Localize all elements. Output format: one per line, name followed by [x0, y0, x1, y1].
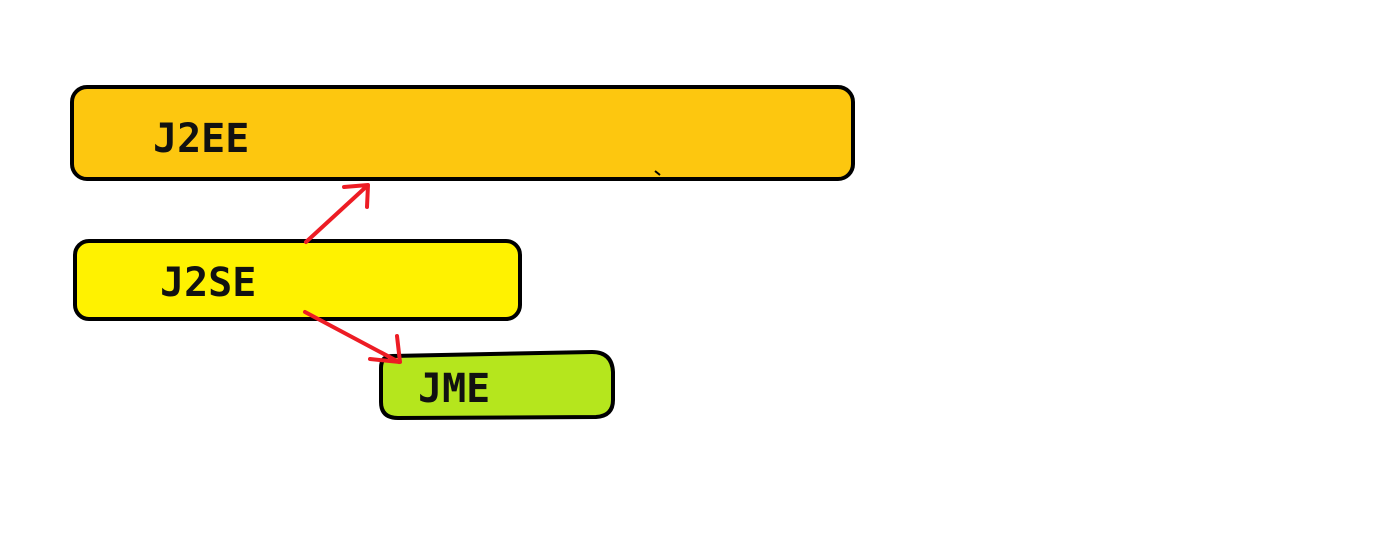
j2se-label: J2SE: [160, 260, 257, 306]
j2se-box: [75, 241, 520, 319]
j2ee-label: J2EE: [153, 116, 250, 162]
jme-box: [381, 352, 613, 418]
arrow-j2se-to-j2ee: [306, 185, 368, 242]
jme-box-shape: [381, 352, 613, 418]
j2ee-box: [72, 87, 853, 179]
jme-label: JME: [418, 366, 491, 412]
arrow-j2se-to-j2ee-shaft: [306, 186, 367, 242]
j2se-box-shape: [75, 241, 520, 319]
